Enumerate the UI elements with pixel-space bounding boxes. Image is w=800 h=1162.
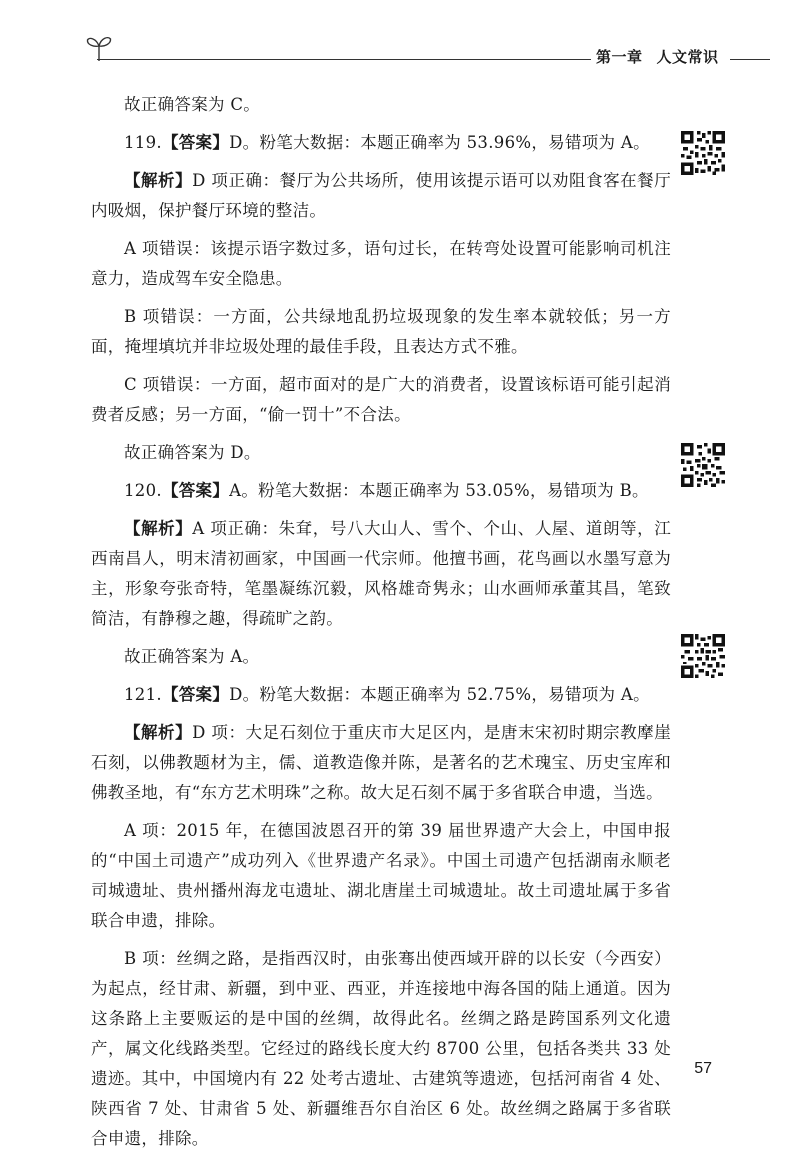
conclusion-118: 故正确答案为 C。 [124,95,261,114]
question-number: 120. [124,481,162,500]
answer-120 [91,476,671,506]
option-a-119: A 项错误：该提示语字数过多，语句过长，在转弯处设置可能影响司机注意力，造成驾车安全隐患。 [91,239,671,288]
qr-code-icon[interactable] [681,634,725,678]
conclusion-119: 故正确答案为 D。 [124,443,261,462]
qr-code-icon[interactable] [681,131,725,175]
question-number: 119. [124,133,162,152]
answer-text: D。粉笔大数据：本题正确率为 53.96%，易错项为 A。 [229,133,650,152]
answer-text: A。粉笔大数据：本题正确率为 53.05%，易错项为 B。 [229,481,649,500]
page-header [0,0,800,80]
conclusion-120: 故正确答案为 A。 [124,647,260,666]
chapter-title: 人文常识 [656,48,719,66]
analysis-text: D 项：大足石刻位于重庆市大足区内，是唐末宋初时期宗教摩崖石刻，以佛教题材为主，儒、道教造像并陈，是著名的艺术瑰宝、历史宝库和佛教圣地，有“东方艺术明珠”之称。故大足石刻不属于多省联合申遗，当选。 [91,723,671,802]
question-number: 121. [124,685,162,704]
analysis-text: D 项正确：餐厅为公共场所，使用该提示语可以劝阻食客在餐厅内吸烟，保护餐厅环境的整洁。 [91,171,671,220]
option-b-121: B 项：丝绸之路，是指西汉时，由张骞出使西域开辟的以长安（今西安）为起点，经甘肃、新疆，到中亚、西亚，并连接地中海各国的陆上通道。因为这条路上主要贩运的是中国的丝绸，故得此名。丝绸之路是跨国系列文化遗产，属文化线路类型。它经过的路线长度大约 8700 公里，包括各类共 33 处遗迹。其中，中国境内有 22 处考古遗址、古建筑等遗迹，包括河南省 4 处、陕西省 7 处、甘肃省 5 处、新疆维吾尔自治区 6 处。故丝绸之路属于多省联合申遗，排除。 [91,949,671,1148]
option-a-121: A 项：2015 年，在德国波恩召开的第 39 届世界遗产大会上，中国申报的“中国土司遗产”成功列入《世界遗产名录》。中国土司遗产包括湖南永顺老司城遗址、贵州播州海龙屯遗址、湖北唐崖土司城遗址。故土司遗址属于多省联合申遗，排除。 [91,821,671,930]
answer-121 [91,680,671,710]
option-b-119: B 项错误：一方面，公共绿地乱扔垃圾现象的发生率本就较低；另一方面，掩埋填坑并非垃圾处理的最佳手段，且表达方式不雅。 [91,307,671,356]
page-number: 57 [694,1060,712,1077]
analysis-tag: 【解析】 [124,171,193,190]
page-body [91,90,671,1162]
option-c-119: C 项错误：一方面，超市面对的是广大的消费者，设置该标语可能引起消费者反感；另一方面，“偷一罚十”不合法。 [91,375,671,424]
answer-tag: 【答案】 [161,481,230,500]
analysis-tag: 【解析】 [124,723,193,742]
qr-code-icon[interactable] [681,443,725,487]
sprout-icon [86,34,112,62]
analysis-119 [91,166,671,226]
analysis-120 [91,514,671,634]
analysis-text: A 项正确：朱耷，号八大山人、雪个、个山、人屋、道朗等，江西南昌人，明末清初画家，中国画一代宗师。他擅书画，花鸟画以水墨写意为主，形象夸张奇特，笔墨凝练沉毅，风格雄奇隽永；山水画师承董其昌，笔致简洁，有静穆之趣，得疏旷之韵。 [91,519,671,628]
chapter-heading [596,46,726,67]
answer-tag: 【答案】 [161,685,230,704]
answer-tag: 【答案】 [161,133,230,152]
analysis-tag: 【解析】 [124,519,193,538]
answer-119 [91,128,671,158]
answer-text: D。粉笔大数据：本题正确率为 52.75%，易错项为 A。 [229,685,650,704]
analysis-121 [91,718,671,808]
header-rule-right [730,59,770,60]
chapter-number: 第一章 [596,48,643,66]
header-rule-left [97,59,591,60]
